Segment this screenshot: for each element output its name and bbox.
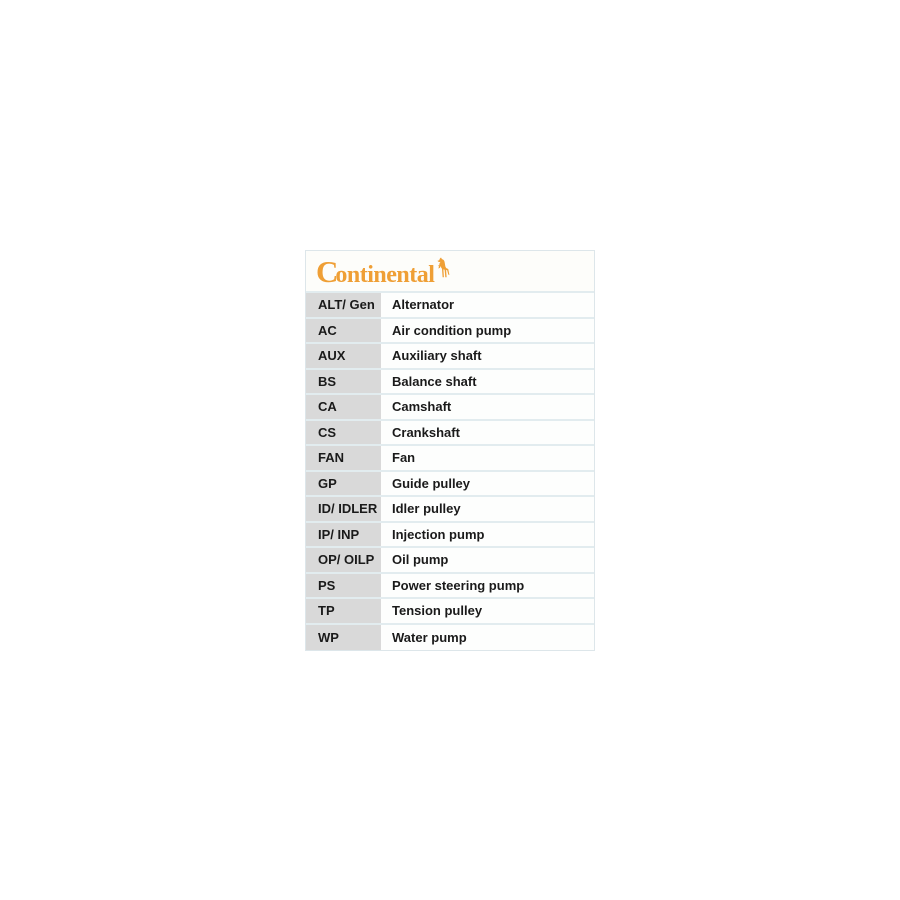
abbreviation-legend-table <box>305 250 595 651</box>
desc-cell: Alternator <box>381 293 594 317</box>
abbr-cell: ALT/ Gen <box>306 293 381 317</box>
table-row <box>306 523 594 549</box>
desc-cell: Fan <box>381 446 594 470</box>
table-header <box>306 251 594 293</box>
table-row <box>306 344 594 370</box>
abbr-cell: IP/ INP <box>306 523 381 547</box>
abbr-cell: AC <box>306 319 381 343</box>
table-row <box>306 574 594 600</box>
desc-cell: Idler pulley <box>381 497 594 521</box>
abbr-cell: PS <box>306 574 381 598</box>
abbr-cell: AUX <box>306 344 381 368</box>
abbr-cell: WP <box>306 625 381 651</box>
desc-cell: Tension pulley <box>381 599 594 623</box>
desc-cell: Air condition pump <box>381 319 594 343</box>
desc-cell: Auxiliary shaft <box>381 344 594 368</box>
desc-cell: Balance shaft <box>381 370 594 394</box>
desc-cell: Injection pump <box>381 523 594 547</box>
table-row <box>306 497 594 523</box>
abbr-cell: BS <box>306 370 381 394</box>
desc-cell: Oil pump <box>381 548 594 572</box>
abbr-cell: TP <box>306 599 381 623</box>
continental-logo <box>316 253 451 289</box>
logo-wordmark: ontinental <box>335 261 435 288</box>
desc-cell: Guide pulley <box>381 472 594 496</box>
logo-letter-c: C <box>316 253 336 289</box>
desc-cell: Camshaft <box>381 395 594 419</box>
table-row <box>306 370 594 396</box>
rearing-horse-icon <box>437 257 451 278</box>
table-row <box>306 421 594 447</box>
table-row <box>306 625 594 651</box>
abbr-cell: FAN <box>306 446 381 470</box>
table-row <box>306 599 594 625</box>
table-row <box>306 548 594 574</box>
abbr-cell: OP/ OILP <box>306 548 381 572</box>
abbr-table-rows <box>306 293 594 650</box>
table-row <box>306 446 594 472</box>
table-row <box>306 293 594 319</box>
table-row <box>306 395 594 421</box>
abbr-cell: ID/ IDLER <box>306 497 381 521</box>
abbr-cell: GP <box>306 472 381 496</box>
table-row <box>306 472 594 498</box>
abbr-cell: CS <box>306 421 381 445</box>
desc-cell: Power steering pump <box>381 574 594 598</box>
table-row <box>306 319 594 345</box>
desc-cell: Crankshaft <box>381 421 594 445</box>
abbr-cell: CA <box>306 395 381 419</box>
desc-cell: Water pump <box>381 625 594 651</box>
